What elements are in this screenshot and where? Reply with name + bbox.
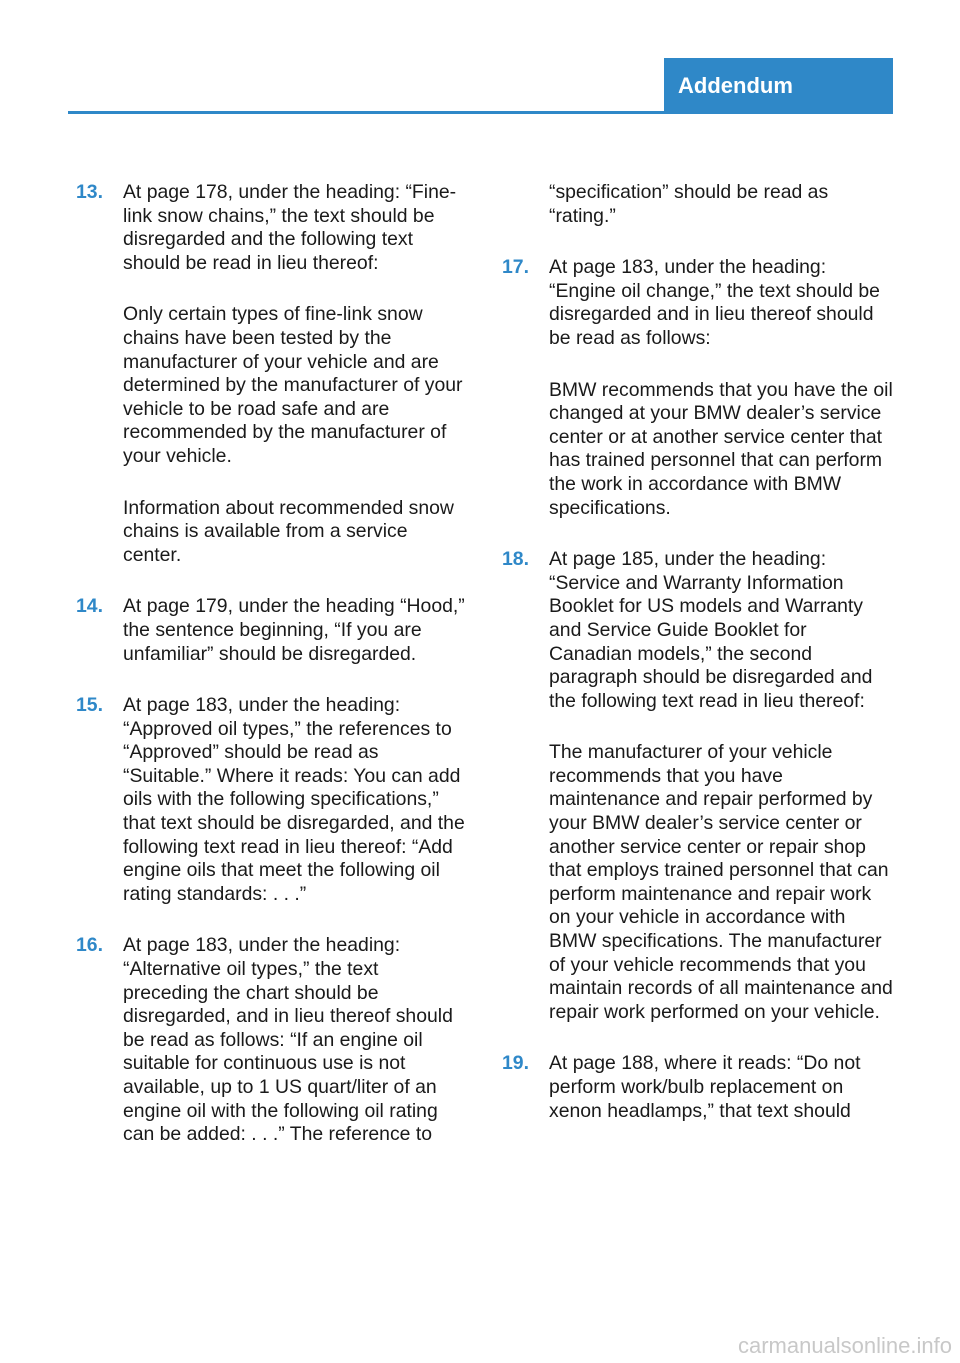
item-paragraph: BMW recommends that you have the oil changed at your BMW dealer’s service center or at another service center that has trained personnel that can perform the work in accordance with BMW specifications. (549, 378, 893, 519)
section-tab (664, 58, 893, 114)
item-paragraph: Only certain types of fine-link snow chains have been tested by the manufacturer of your vehicle and are determined by the manufacturer of your vehicle to be road safe and are recommended by the manufacturer of your vehicle. (123, 303, 463, 467)
continued-item (502, 181, 894, 228)
item-paragraph: The manufacturer of your vehicle recommends that you have maintenance and repair performed by your BMW dealer’s service center or another service center or repair shop that employs trained personnel that can perform maintenance and repair work on your vehicle in accordance with BMW specifications. The manufacturer of your vehicle recommends that you maintain records of all maintenance and repair work performed on your vehicle. (549, 741, 893, 1023)
item-number: 16. (76, 934, 103, 957)
right-column (502, 181, 894, 1151)
item-paragraph: Information about recommended snow chains is available from a service center. (123, 496, 454, 566)
watermark-text: carmanualsonline.info (737, 1333, 952, 1358)
item-paragraph: At page 188, where it reads: “Do not perform work/bulb replacement on xenon headlamps,” that text should (549, 1052, 861, 1122)
section-title: Addendum (678, 73, 793, 98)
item-number: 14. (76, 595, 103, 618)
item-number: 17. (502, 256, 529, 279)
continued-paragraph: “specification” should be read as “rating.” (549, 181, 829, 227)
item-number: 15. (76, 694, 103, 717)
list-item (76, 934, 466, 1146)
item-paragraph: At page 183, under the heading: “Alternative oil types,” the text preceding the chart should be disregarded, and in lieu thereof should be read as follows: “If an engine oil suitable for continuous use is not available, up to 1 US quart/liter of an engine oil with the following oil rating can be added: . . .” The reference to (123, 934, 453, 1146)
item-paragraph: At page 185, under the heading: “Service and Warranty Information Booklet for US models and Warranty and Service Guide Booklet for Canadian models,” the second paragraph should be disregarded and the following text read in lieu thereof: (549, 548, 873, 712)
item-paragraph: At page 183, under the heading: “Engine oil change,” the text should be disregarded and in lieu thereof should be read as follows: (549, 256, 880, 349)
list-item (502, 1052, 894, 1123)
list-item (76, 595, 466, 666)
item-number: 19. (502, 1052, 529, 1075)
list-item (76, 181, 466, 567)
left-column (76, 181, 466, 1175)
item-paragraph: At page 183, under the heading: “Approved oil types,” the references to “Approved” should be read as “Suitable.” Where it reads: You can add oils with the following specifications,” that text should be disregarded, and the following text read in lieu thereof: “Add engine oils that meet the following oil rating standards: . . .” (123, 694, 465, 905)
item-number: 13. (76, 181, 103, 203)
list-item (76, 694, 466, 906)
item-paragraph: At page 179, under the heading “Hood,” the sentence beginning, “If you are unfamiliar” should be disregarded. (123, 595, 465, 665)
list-item (502, 256, 894, 520)
item-paragraph: At page 178, under the heading: “Fine-link snow chains,” the text should be disregarded and the following text should be read in lieu thereof: (123, 181, 457, 274)
item-number: 18. (502, 548, 529, 571)
list-item (502, 548, 894, 1024)
